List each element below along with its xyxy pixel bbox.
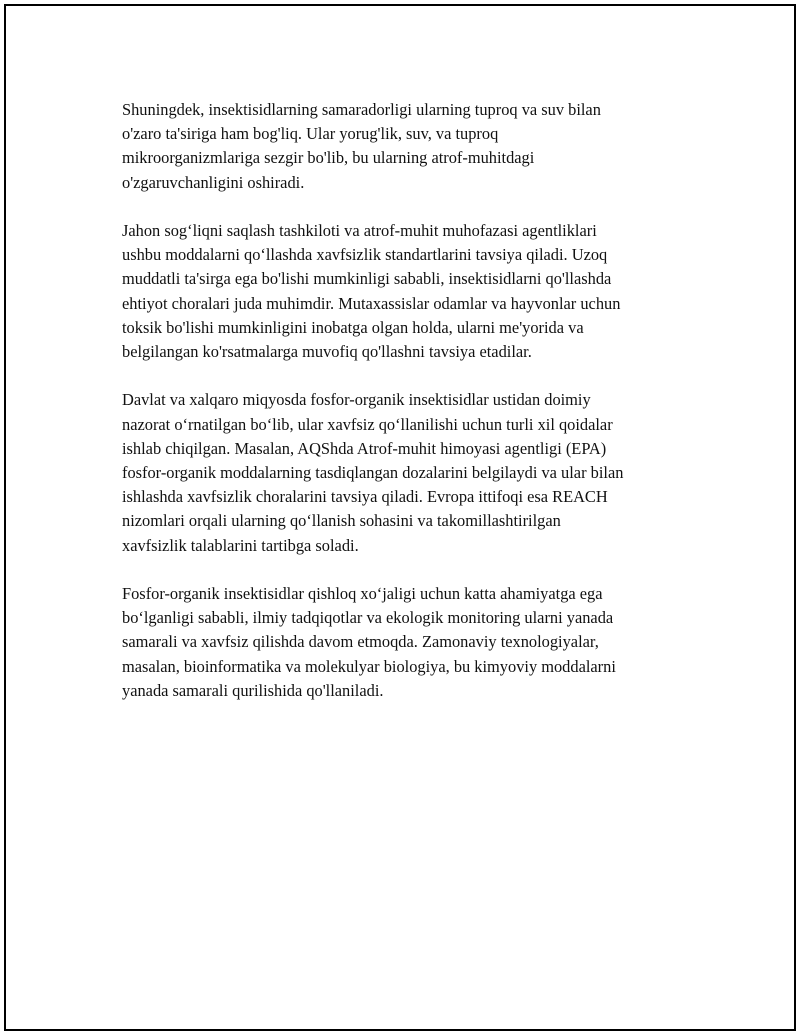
paragraph-3: Davlat va xalqaro miqyosda fosfor-organik insektisidlar ustidan doimiy nazorat o‘rnatilgan bo‘lib, ular xavfsiz qo‘llanilishi uchun turli xil qoidalar ishlab chiqilgan. Masalan, AQShda Atrof-muhit himoyasi agentligi (EPA) fosfor-organik moddalarning tasdiqlangan dozalarini belgilaydi va ular bilan ishlashda xavfsizlik choralarini tavsiya qiladi. Evropa ittifoqi esa REACH nizomlari orqali ularning qo‘llanish sohasini va takomillashtirilgan xavfsizlik talablarini tartibga soladi. <box>122 390 624 555</box>
document-body <box>122 98 692 727</box>
paragraph-1: Shuningdek, insektisidlarning samaradorligi ularning tuproq va suv bilan o'zaro ta'siriga ham bog'liq. Ular yorug'lik, suv, va tuproq mikroorganizmlariga sezgir bo'lib, bu ularning atrof-muhitdagi o'zgaruvchanligini oshiradi. <box>122 100 601 192</box>
paragraph-2: Jahon sog‘liqni saqlash tashkiloti va atrof-muhit muhofazasi agentliklari ushbu moddalarni qo‘llashda xavfsizlik standartlarini tavsiya qiladi. Uzoq muddatli ta'sirga ega bo'lishi mumkinligi sababli, insektisidlarni qo'llashda ehtiyot choralari juda muhimdir. Mutaxassislar odamlar va hayvonlar uchun toksik bo'lishi mumkinligini inobatga olgan holda, ularni me'yorida va belgilangan ko'rsatmalarga muvofiq qo'llashni tavsiya etadilar. <box>122 221 621 362</box>
paragraph-4: Fosfor-organik insektisidlar qishloq xo‘jaligi uchun katta ahamiyatga ega bo‘lganligi sababli, ilmiy tadqiqotlar va ekologik monitoring ularni yanada samarali va xavfsiz qilishda davom etmoqda. Zamonaviy texnologiyalar, masalan, bioinformatika va molekulyar biologiya, bu kimyoviy moddalarni yanada samarali qurilishida qo'llaniladi. <box>122 584 616 700</box>
document-page <box>4 4 796 1031</box>
